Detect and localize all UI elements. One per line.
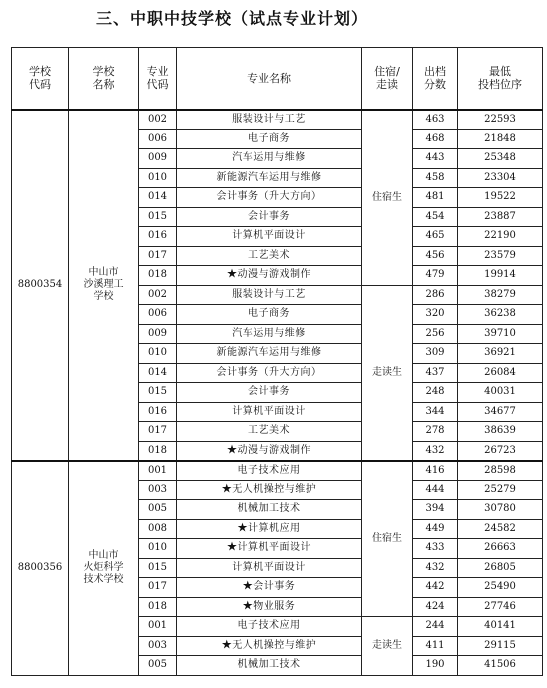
major-code-cell: 017 [139, 246, 177, 266]
score-cell: 444 [413, 480, 458, 500]
major-code-cell: 018 [139, 441, 177, 461]
major-name-cell: 电子技术应用 [177, 461, 362, 481]
major-code-cell: 002 [139, 110, 177, 130]
school-code-cell: 8800356 [12, 461, 69, 676]
major-name-cell: ★物业服务 [177, 597, 362, 617]
major-code-cell: 010 [139, 539, 177, 559]
min-rank-cell: 39710 [458, 324, 543, 344]
score-cell: 458 [413, 168, 458, 188]
score-cell: 286 [413, 285, 458, 305]
header-min-rank: 最低 投档位序 [458, 48, 543, 110]
score-cell: 424 [413, 597, 458, 617]
major-name-cell: 计算机平面设计 [177, 227, 362, 247]
major-name-cell: 工艺美术 [177, 246, 362, 266]
min-rank-cell: 34677 [458, 402, 543, 422]
school-name-cell: 中山市 火炬科学 技术学校 [69, 461, 139, 676]
major-code-cell: 002 [139, 285, 177, 305]
score-cell: 449 [413, 519, 458, 539]
score-cell: 443 [413, 149, 458, 169]
major-name-cell: 电子技术应用 [177, 617, 362, 637]
major-name-cell: 汽车运用与维修 [177, 324, 362, 344]
min-rank-cell: 29115 [458, 636, 543, 656]
table-row [12, 461, 543, 481]
major-name-cell: 电子商务 [177, 305, 362, 325]
min-rank-cell: 38639 [458, 422, 543, 442]
boarding-cell: 走读生 [362, 285, 413, 461]
major-name-cell: ★无人机操控与维护 [177, 636, 362, 656]
min-rank-cell: 25490 [458, 578, 543, 598]
boarding-cell: 住宿生 [362, 110, 413, 286]
major-name-cell: 工艺美术 [177, 422, 362, 442]
score-cell: 456 [413, 246, 458, 266]
major-code-cell: 003 [139, 480, 177, 500]
major-code-cell: 014 [139, 363, 177, 383]
min-rank-cell: 19914 [458, 266, 543, 286]
major-name-cell: ★计算机平面设计 [177, 539, 362, 559]
major-name-cell: ★动漫与游戏制作 [177, 441, 362, 461]
major-name-cell: 新能源汽车运用与维修 [177, 344, 362, 364]
major-code-cell: 003 [139, 636, 177, 656]
score-cell: 437 [413, 363, 458, 383]
major-code-cell: 014 [139, 188, 177, 208]
major-code-cell: 001 [139, 461, 177, 481]
major-name-cell: 服装设计与工艺 [177, 110, 362, 130]
major-code-cell: 017 [139, 422, 177, 442]
score-cell: 244 [413, 617, 458, 637]
major-name-cell: 会计事务 [177, 383, 362, 403]
major-code-cell: 016 [139, 227, 177, 247]
score-cell: 344 [413, 402, 458, 422]
score-cell: 278 [413, 422, 458, 442]
score-cell: 481 [413, 188, 458, 208]
min-rank-cell: 23304 [458, 168, 543, 188]
score-cell: 248 [413, 383, 458, 403]
major-code-cell: 006 [139, 305, 177, 325]
major-name-cell: 机械加工技术 [177, 656, 362, 676]
major-name-cell: 服装设计与工艺 [177, 285, 362, 305]
min-rank-cell: 36921 [458, 344, 543, 364]
score-cell: 465 [413, 227, 458, 247]
major-name-cell: ★会计事务 [177, 578, 362, 598]
table-body [12, 110, 543, 676]
major-code-cell: 018 [139, 597, 177, 617]
major-code-cell: 008 [139, 519, 177, 539]
major-name-cell: 电子商务 [177, 129, 362, 149]
major-code-cell: 001 [139, 617, 177, 637]
min-rank-cell: 26084 [458, 363, 543, 383]
min-rank-cell: 23887 [458, 207, 543, 227]
header-school-code: 学校 代码 [12, 48, 69, 110]
major-code-cell: 010 [139, 168, 177, 188]
min-rank-cell: 30780 [458, 500, 543, 520]
major-code-cell: 015 [139, 383, 177, 403]
major-name-cell: ★动漫与游戏制作 [177, 266, 362, 286]
min-rank-cell: 28598 [458, 461, 543, 481]
min-rank-cell: 26723 [458, 441, 543, 461]
min-rank-cell: 27746 [458, 597, 543, 617]
min-rank-cell: 24582 [458, 519, 543, 539]
score-cell: 309 [413, 344, 458, 364]
major-name-cell: 机械加工技术 [177, 500, 362, 520]
header-major-name: 专业名称 [177, 48, 362, 110]
major-code-cell: 009 [139, 149, 177, 169]
major-name-cell: ★无人机操控与维护 [177, 480, 362, 500]
score-cell: 454 [413, 207, 458, 227]
major-code-cell: 005 [139, 656, 177, 676]
major-code-cell: 010 [139, 344, 177, 364]
major-code-cell: 017 [139, 578, 177, 598]
min-rank-cell: 19522 [458, 188, 543, 208]
table-header-row [12, 48, 543, 110]
major-name-cell: ★计算机应用 [177, 519, 362, 539]
page-title: 三、中职中技学校（试点专业计划） [96, 9, 369, 28]
min-rank-cell: 21848 [458, 129, 543, 149]
score-cell: 416 [413, 461, 458, 481]
major-name-cell: 会计事务 [177, 207, 362, 227]
min-rank-cell: 38279 [458, 285, 543, 305]
score-cell: 432 [413, 441, 458, 461]
min-rank-cell: 25279 [458, 480, 543, 500]
major-code-cell: 006 [139, 129, 177, 149]
score-cell: 479 [413, 266, 458, 286]
major-code-cell: 005 [139, 500, 177, 520]
min-rank-cell: 22190 [458, 227, 543, 247]
major-name-cell: 汽车运用与维修 [177, 149, 362, 169]
boarding-cell: 住宿生 [362, 461, 413, 617]
score-cell: 433 [413, 539, 458, 559]
major-name-cell: 计算机平面设计 [177, 558, 362, 578]
admission-table [11, 47, 543, 676]
major-code-cell: 009 [139, 324, 177, 344]
score-cell: 190 [413, 656, 458, 676]
min-rank-cell: 23579 [458, 246, 543, 266]
major-code-cell: 016 [139, 402, 177, 422]
major-code-cell: 015 [139, 558, 177, 578]
score-cell: 432 [413, 558, 458, 578]
min-rank-cell: 26805 [458, 558, 543, 578]
min-rank-cell: 22593 [458, 110, 543, 130]
min-rank-cell: 25348 [458, 149, 543, 169]
header-score: 出档 分数 [413, 48, 458, 110]
major-code-cell: 015 [139, 207, 177, 227]
score-cell: 468 [413, 129, 458, 149]
min-rank-cell: 40141 [458, 617, 543, 637]
score-cell: 394 [413, 500, 458, 520]
major-name-cell: 新能源汽车运用与维修 [177, 168, 362, 188]
major-name-cell: 会计事务（升大方向） [177, 188, 362, 208]
header-school-name: 学校 名称 [69, 48, 139, 110]
header-major-code: 专业 代码 [139, 48, 177, 110]
major-code-cell: 018 [139, 266, 177, 286]
school-code-cell: 8800354 [12, 110, 69, 461]
min-rank-cell: 26663 [458, 539, 543, 559]
boarding-cell: 走读生 [362, 617, 413, 676]
school-name-cell: 中山市 沙溪理工 学校 [69, 110, 139, 461]
score-cell: 463 [413, 110, 458, 130]
score-cell: 256 [413, 324, 458, 344]
header-boarding: 住宿/ 走读 [362, 48, 413, 110]
table-row [12, 110, 543, 130]
min-rank-cell: 36238 [458, 305, 543, 325]
min-rank-cell: 40031 [458, 383, 543, 403]
major-name-cell: 计算机平面设计 [177, 402, 362, 422]
score-cell: 442 [413, 578, 458, 598]
min-rank-cell: 41506 [458, 656, 543, 676]
major-name-cell: 会计事务（升大方向） [177, 363, 362, 383]
score-cell: 411 [413, 636, 458, 656]
score-cell: 320 [413, 305, 458, 325]
